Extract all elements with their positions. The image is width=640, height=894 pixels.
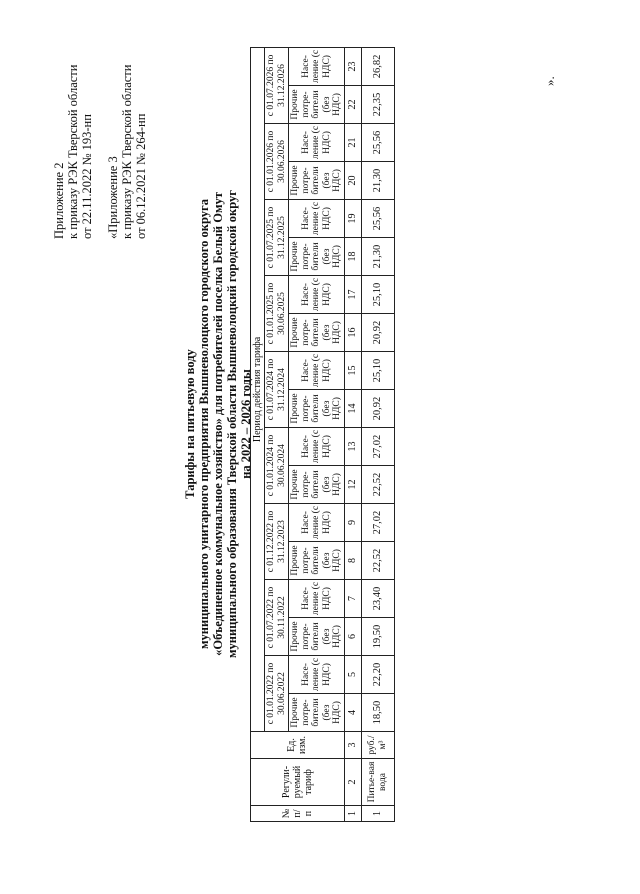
column-number-cell: 16 — [344, 314, 361, 352]
period-cell: с 01.07.2022 по 30.11.2022 — [265, 580, 289, 656]
title-line: «Объединенное коммунальное хозяйство» для потребителей поселка Белый Омут — [211, 192, 225, 656]
tariff-value-cell: 25,10 — [361, 276, 394, 314]
column-number-cell: 14 — [344, 390, 361, 428]
column-number-cell: 7 — [344, 580, 361, 618]
period-cell: с 01.07.2025 по 31.12.2025 — [265, 200, 289, 276]
document-title — [183, 104, 253, 744]
column-number-cell: 9 — [344, 504, 361, 542]
column-number-cell: 18 — [344, 238, 361, 276]
column-number-cell: 20 — [344, 162, 361, 200]
tariff-value-cell: 20,92 — [361, 390, 394, 428]
column-number-cell: 21 — [344, 124, 361, 162]
consumer-other-cell: Прочие потре-бители (без НДС) — [289, 238, 345, 276]
column-number-cell: 23 — [344, 47, 361, 85]
consumer-population-cell: Насе-ление (с НДС) — [289, 47, 345, 85]
row-number: 1 — [361, 806, 394, 822]
consumer-other-cell: Прочие потре-бители (без НДС) — [289, 466, 345, 504]
tariff-value-cell: 20,92 — [361, 314, 394, 352]
approval-line: от 06.12.2021 № 264-нп — [134, 113, 148, 239]
row-tariff-name: Питье-вая вода — [361, 759, 394, 806]
column-number-cell: 8 — [344, 542, 361, 580]
consumer-other-cell: Прочие потре-бители (без НДС) — [289, 694, 345, 732]
period-cell: с 01.07.2026 по 31.12.2026 — [265, 47, 289, 123]
consumer-population-cell: Насе-ление (с НДС) — [289, 504, 345, 542]
title-line: муниципального образования Тверской области Вышневолоцкий городской округ — [225, 190, 239, 658]
header-cell-unit: Ед. изм. — [251, 732, 345, 759]
header-row-dates — [265, 47, 289, 821]
consumer-population-cell: Насе-ление (с НДС) — [289, 276, 345, 314]
header-cell-number: № п/ п — [251, 806, 345, 822]
consumer-other-cell: Прочие потре-бители (без НДС) — [289, 542, 345, 580]
period-cell: с 01.01.2022 по 30.06.2022 — [265, 656, 289, 732]
tariff-value-cell: 22,20 — [361, 656, 394, 694]
column-number-cell: 5 — [344, 656, 361, 694]
header-cell-tariff: Регули-руемый тариф — [251, 759, 345, 806]
column-number-cell: 19 — [344, 200, 361, 238]
consumer-population-cell: Насе-ление (с НДС) — [289, 200, 345, 238]
consumer-other-cell: Прочие потре-бители (без НДС) — [289, 618, 345, 656]
consumer-other-cell: Прочие потре-бители (без НДС) — [289, 390, 345, 428]
period-cell: с 01.01.2026 по 30.06.2026 — [265, 124, 289, 200]
approval-note-previous — [106, 9, 148, 239]
title-line: муниципального унитарного предприятия Вышневолоцкого городского округа — [197, 199, 211, 649]
period-cell: с 01.07.2024 по 31.12.2024 — [265, 352, 289, 428]
consumer-other-cell: Прочие потре-бители (без НДС) — [289, 314, 345, 352]
approval-line: к приказу РЭК Тверской области — [120, 64, 134, 239]
consumer-other-cell: Прочие потре-бители (без НДС) — [289, 86, 345, 124]
tariff-value-cell: 19,50 — [361, 618, 394, 656]
tariff-value-cell: 18,50 — [361, 694, 394, 732]
column-number-cell: 1 — [344, 806, 361, 822]
column-number-cell: 22 — [344, 86, 361, 124]
tariff-value-cell: 22,35 — [361, 86, 394, 124]
column-number-cell: 13 — [344, 428, 361, 466]
consumer-other-cell: Прочие потре-бители (без НДС) — [289, 162, 345, 200]
title-line: Тарифы на питьевую воду — [183, 349, 197, 499]
column-number-cell: 2 — [344, 759, 361, 806]
period-cell: с 01.01.2025 по 30.06.2025 — [265, 276, 289, 352]
row-unit: руб./м³ — [361, 732, 394, 759]
tariff-value-cell: 27,02 — [361, 504, 394, 542]
title-line: на 2022 – 2026 годы — [239, 369, 253, 479]
header-row-periods — [251, 47, 265, 821]
table-row — [361, 47, 394, 821]
consumer-population-cell: Насе-ление (с НДС) — [289, 428, 345, 466]
tariff-value-cell: 25,56 — [361, 124, 394, 162]
consumer-population-cell: Насе-ление (с НДС) — [289, 580, 345, 618]
column-number-cell: 12 — [344, 466, 361, 504]
tariff-value-cell: 22,52 — [361, 542, 394, 580]
header-row-consumers — [289, 47, 345, 821]
tariff-value-cell: 27,02 — [361, 428, 394, 466]
column-number-cell: 17 — [344, 276, 361, 314]
tariff-value-cell: 25,56 — [361, 200, 394, 238]
tariff-value-cell: 23,40 — [361, 580, 394, 618]
approval-line: Приложение 2 — [52, 162, 66, 239]
tariff-value-cell: 21,30 — [361, 162, 394, 200]
approval-line: к приказу РЭК Тверской области — [66, 64, 80, 239]
approval-note-current — [52, 9, 94, 239]
approval-line: «Приложение 3 — [106, 156, 120, 239]
header-cell-period: Период действия тарифа — [251, 47, 265, 731]
header-row-column-numbers — [344, 47, 361, 821]
tariff-table — [250, 47, 395, 822]
consumer-population-cell: Насе-ление (с НДС) — [289, 352, 345, 390]
period-cell: с 01.12.2022 по 31.12.2023 — [265, 504, 289, 580]
tariff-value-cell: 25,10 — [361, 352, 394, 390]
column-number-cell: 4 — [344, 694, 361, 732]
tariff-value-cell: 26,82 — [361, 47, 394, 85]
period-cell: с 01.01.2024 по 30.06.2024 — [265, 428, 289, 504]
consumer-population-cell: Насе-ление (с НДС) — [289, 124, 345, 162]
tariff-value-cell: 22,52 — [361, 466, 394, 504]
column-number-cell: 6 — [344, 618, 361, 656]
approval-line: от 22.11.2022 № 193-нп — [80, 114, 94, 239]
column-number-cell: 3 — [344, 732, 361, 759]
consumer-population-cell: Насе-ление (с НДС) — [289, 656, 345, 694]
tariff-value-cell: 21,30 — [361, 238, 394, 276]
column-number-cell: 15 — [344, 352, 361, 390]
closing-quote: ». — [542, 76, 557, 86]
